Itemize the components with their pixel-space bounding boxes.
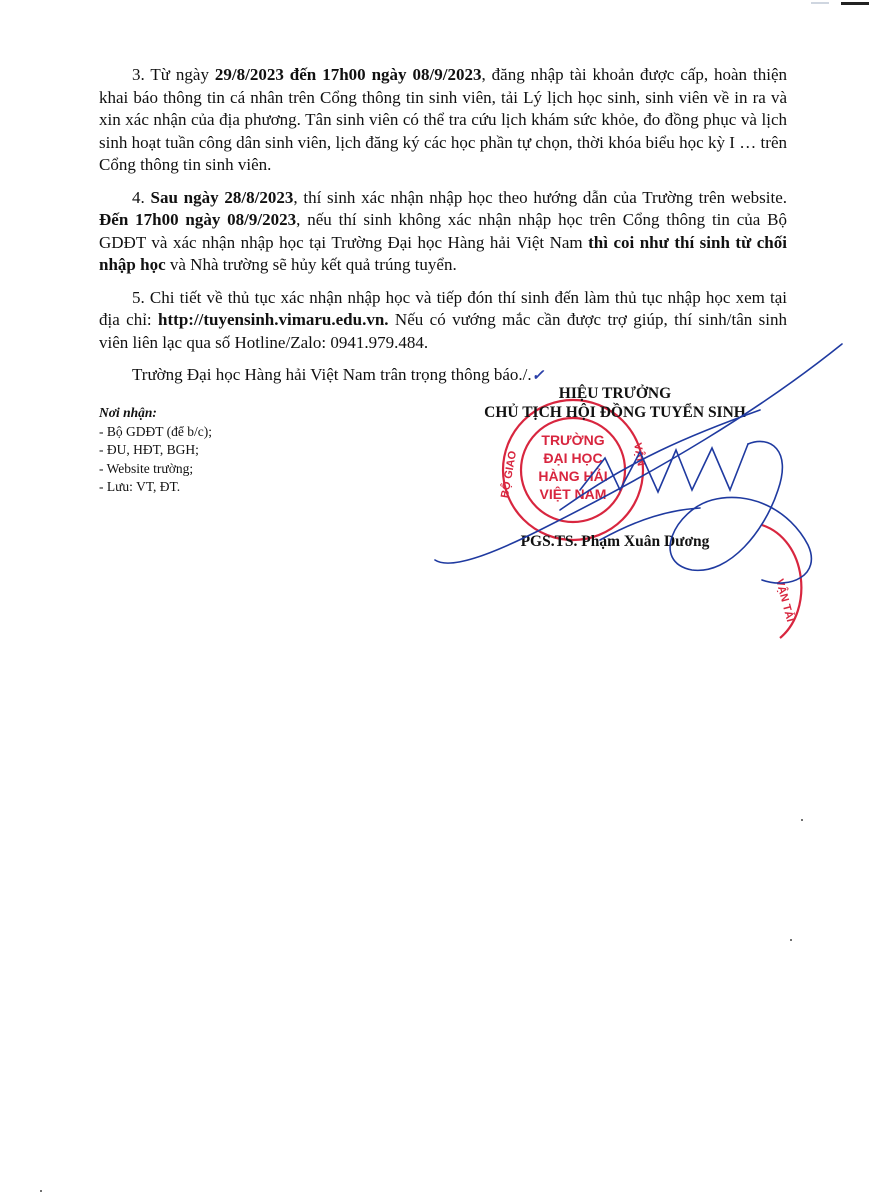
recipients-list (99, 423, 359, 497)
closing-text: Trường Đại học Hàng hải Việt Nam trân trọng thông báo./. (132, 365, 532, 384)
text-run: và Nhà trường sẽ hủy kết quả trúng tuyển. (165, 255, 457, 274)
signer-name: PGS.TS. Phạm Xuân Dương (520, 533, 710, 550)
text-run: Nếu có vướng mắc cần được trợ giúp, thí sinh/tân sinh viên liên lạc qua số Hotline/Zalo: 0941.979.484. (99, 310, 787, 352)
text-run: 4. (132, 187, 151, 207)
bold-run: thì coi như thí sinh từ chối nhập học (99, 232, 787, 274)
text-run: 3. Từ ngày (132, 65, 215, 84)
seal-ring-text: VẬN TẢI (773, 577, 797, 624)
text-run: , thí sinh xác nhận nhập học theo hướng dẫn của Trường trên website. (293, 187, 788, 207)
bold-run: http://tuyensinh.vimaru.edu.vn. (158, 310, 389, 329)
scan-speck (801, 819, 803, 821)
recipients-block (99, 404, 359, 497)
seal-ring-text: BỘ GIAO (498, 449, 520, 499)
seal-ring-text: VẬN (631, 441, 647, 467)
signer-role: HIỆU TRƯỞNG (558, 385, 672, 402)
bold-run: 29/8/2023 đến 17h00 ngày 08/9/2023 (214, 65, 482, 84)
bold-run: Sau ngày 28/8/2023 (150, 187, 294, 207)
recipient-item: - ĐU, HĐT, BGH; (99, 442, 199, 457)
paragraph-4 (99, 187, 787, 277)
text-run: , đăng nhập tài khoản được cấp, hoàn thiện khai báo thông tin cá nhân trên Cổng thông tin sinh viên, tải Lý lịch học sinh, sinh viên về in ra và xin xác nhận của địa phương. Tân sinh viên có thể tra cứu lịch khám sức khỏe, đo đồng phục và lịch sinh hoạt tuần công dân sinh viên, lịch đăng ký các học phần tự chọn, thời khóa biểu học kỳ I … trên Cổng thông tin sinh viên. (99, 65, 787, 174)
recipients-title: Nơi nhận: (99, 405, 157, 420)
seal-line: ĐẠI HỌC (543, 450, 603, 466)
text-run: , nếu thí sinh không xác nhận nhập học trên Cổng thông tin của Bộ GDĐT và xác nhận nhập học tại Trường Đại học Hàng hải Việt Nam (99, 210, 787, 252)
bold-run: Đến 17h00 ngày 08/9/2023 (99, 210, 297, 229)
handwritten-signature (430, 340, 850, 590)
scan-mark (841, 2, 869, 5)
text-run: 5. Chi tiết về thủ tục xác nhận nhập học và tiếp đón thí sinh đến làm thủ tục nhập học xem tại địa chỉ: (99, 287, 787, 329)
scan-speck (40, 1190, 42, 1192)
scan-speck (790, 939, 792, 941)
recipient-item: - Lưu: VT, ĐT. (99, 479, 181, 494)
recipient-item: - Website trường; (99, 460, 194, 476)
recipient-item: - Bộ GDĐT (để b/c); (99, 423, 212, 439)
paragraph-3 (99, 64, 787, 177)
seal-line: HÀNG HẢI (538, 468, 608, 484)
signer-council-role: CHỦ TỊCH HỘI ĐỒNG TUYỂN SINH (484, 404, 746, 421)
handwritten-check-icon: ✓ (531, 368, 545, 384)
seal-line: TRƯỜNG (541, 432, 605, 448)
seal-line: VIỆT NAM (539, 486, 607, 502)
scan-mark-faint (811, 2, 829, 4)
